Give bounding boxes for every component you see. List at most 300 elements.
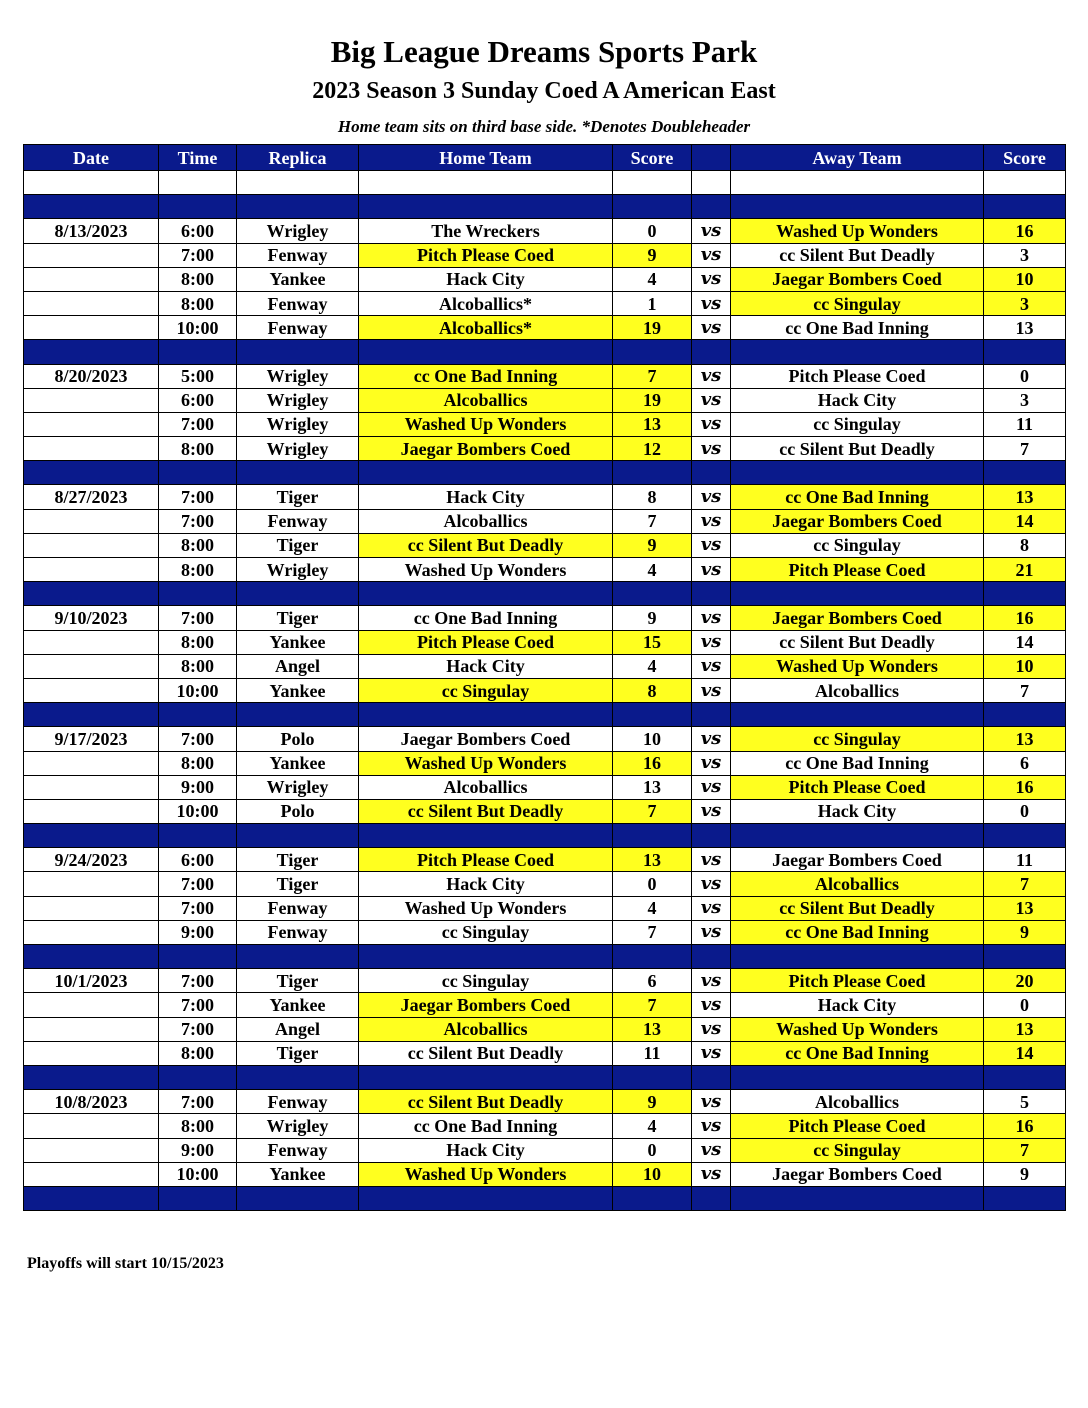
home-score: 19 — [613, 316, 692, 340]
game-replica-field: Tiger — [237, 848, 359, 872]
home-team: Washed Up Wonders — [359, 558, 613, 582]
home-team: Alcoballics — [359, 1017, 613, 1041]
game-row — [24, 316, 1066, 340]
game-row — [24, 751, 1066, 775]
away-score: 0 — [984, 364, 1066, 388]
game-replica-field: Yankee — [237, 1162, 359, 1186]
away-score: 9 — [984, 1162, 1066, 1186]
home-score: 11 — [613, 1041, 692, 1065]
game-replica-field: Fenway — [237, 316, 359, 340]
game-date: 8/20/2023 — [24, 364, 159, 388]
game-date — [24, 509, 159, 533]
game-row — [24, 291, 1066, 315]
vs-label: vs — [692, 678, 731, 702]
home-team: Alcoballics — [359, 509, 613, 533]
away-team: Washed Up Wonders — [731, 219, 984, 243]
game-row — [24, 1041, 1066, 1065]
game-date — [24, 775, 159, 799]
home-score: 13 — [613, 412, 692, 436]
home-score: 12 — [613, 437, 692, 461]
game-time: 10:00 — [159, 799, 237, 823]
away-team: Alcoballics — [731, 1090, 984, 1114]
home-team: Pitch Please Coed — [359, 630, 613, 654]
vs-label: vs — [692, 727, 731, 751]
game-replica-field: Wrigley — [237, 412, 359, 436]
week-separator-row — [24, 703, 1066, 727]
vs-label: vs — [692, 630, 731, 654]
home-score: 0 — [613, 219, 692, 243]
away-team: Jaegar Bombers Coed — [731, 267, 984, 291]
game-replica-field: Tiger — [237, 872, 359, 896]
game-date — [24, 243, 159, 267]
home-team: Washed Up Wonders — [359, 896, 613, 920]
away-team: cc One Bad Inning — [731, 920, 984, 944]
game-replica-field: Yankee — [237, 630, 359, 654]
home-score: 0 — [613, 1138, 692, 1162]
game-row — [24, 872, 1066, 896]
home-team: cc One Bad Inning — [359, 364, 613, 388]
home-team: Hack City — [359, 654, 613, 678]
home-team: Hack City — [359, 267, 613, 291]
game-replica-field: Yankee — [237, 751, 359, 775]
home-score: 15 — [613, 630, 692, 654]
game-replica-field: Wrigley — [237, 775, 359, 799]
away-score: 16 — [984, 1114, 1066, 1138]
game-row — [24, 606, 1066, 630]
home-score: 13 — [613, 848, 692, 872]
vs-label: vs — [692, 243, 731, 267]
away-score: 13 — [984, 316, 1066, 340]
away-score: 13 — [984, 1017, 1066, 1041]
vs-label: vs — [692, 896, 731, 920]
home-score: 13 — [613, 1017, 692, 1041]
away-score: 7 — [984, 678, 1066, 702]
away-score: 14 — [984, 509, 1066, 533]
away-team: Pitch Please Coed — [731, 775, 984, 799]
game-row — [24, 896, 1066, 920]
away-team: Washed Up Wonders — [731, 654, 984, 678]
vs-label: vs — [692, 437, 731, 461]
game-date — [24, 316, 159, 340]
game-time: 7:00 — [159, 896, 237, 920]
col-replica-header: Replica — [237, 145, 359, 171]
game-replica-field: Fenway — [237, 920, 359, 944]
page-subtitle: 2023 Season 3 Sunday Coed A American East — [312, 78, 776, 104]
game-time: 8:00 — [159, 1114, 237, 1138]
game-time: 6:00 — [159, 388, 237, 412]
home-score: 4 — [613, 558, 692, 582]
game-time: 7:00 — [159, 1017, 237, 1041]
game-time: 7:00 — [159, 969, 237, 993]
game-time: 7:00 — [159, 412, 237, 436]
game-replica-field: Wrigley — [237, 437, 359, 461]
game-replica-field: Fenway — [237, 896, 359, 920]
home-team: Hack City — [359, 485, 613, 509]
week-separator-row — [24, 582, 1066, 606]
vs-label: vs — [692, 654, 731, 678]
col-away-score-header: Score — [984, 145, 1066, 171]
game-date — [24, 993, 159, 1017]
game-replica-field: Wrigley — [237, 219, 359, 243]
home-score: 10 — [613, 1162, 692, 1186]
header-row — [24, 145, 1066, 171]
away-team: cc One Bad Inning — [731, 485, 984, 509]
game-time: 8:00 — [159, 533, 237, 557]
game-date — [24, 1114, 159, 1138]
game-replica-field: Tiger — [237, 969, 359, 993]
away-score: 3 — [984, 291, 1066, 315]
game-row — [24, 678, 1066, 702]
game-time: 8:00 — [159, 751, 237, 775]
game-time: 7:00 — [159, 243, 237, 267]
vs-label: vs — [692, 799, 731, 823]
vs-label: vs — [692, 1138, 731, 1162]
week-separator-row — [24, 340, 1066, 364]
away-score: 14 — [984, 1041, 1066, 1065]
home-score: 7 — [613, 920, 692, 944]
game-date — [24, 630, 159, 654]
game-time: 8:00 — [159, 654, 237, 678]
game-time: 8:00 — [159, 630, 237, 654]
game-date — [24, 291, 159, 315]
game-date — [24, 388, 159, 412]
game-row — [24, 1138, 1066, 1162]
vs-label: vs — [692, 364, 731, 388]
game-time: 9:00 — [159, 1138, 237, 1162]
home-score: 16 — [613, 751, 692, 775]
game-date — [24, 412, 159, 436]
page-title: Big League Dreams Sports Park — [330, 34, 758, 69]
away-team: cc Silent But Deadly — [731, 630, 984, 654]
game-time: 7:00 — [159, 872, 237, 896]
home-team: Hack City — [359, 1138, 613, 1162]
game-row — [24, 243, 1066, 267]
vs-label: vs — [692, 993, 731, 1017]
away-team: cc Silent But Deadly — [731, 243, 984, 267]
home-team: Pitch Please Coed — [359, 848, 613, 872]
game-replica-field: Tiger — [237, 485, 359, 509]
vs-label: vs — [692, 1162, 731, 1186]
blank-row — [24, 171, 1066, 195]
away-team: Alcoballics — [731, 872, 984, 896]
game-row — [24, 654, 1066, 678]
game-row — [24, 1090, 1066, 1114]
away-score: 7 — [984, 437, 1066, 461]
game-time: 8:00 — [159, 267, 237, 291]
game-time: 7:00 — [159, 993, 237, 1017]
home-score: 9 — [613, 606, 692, 630]
away-score: 11 — [984, 412, 1066, 436]
home-team: Alcoballics — [359, 388, 613, 412]
away-team: cc Singulay — [731, 727, 984, 751]
away-score: 13 — [984, 896, 1066, 920]
away-score: 13 — [984, 485, 1066, 509]
away-team: cc One Bad Inning — [731, 1041, 984, 1065]
game-row — [24, 558, 1066, 582]
home-team: Washed Up Wonders — [359, 412, 613, 436]
home-team: cc One Bad Inning — [359, 1114, 613, 1138]
vs-label: vs — [692, 558, 731, 582]
vs-label: vs — [692, 751, 731, 775]
game-date: 10/1/2023 — [24, 969, 159, 993]
home-score: 7 — [613, 509, 692, 533]
game-row — [24, 364, 1066, 388]
away-team: Hack City — [731, 993, 984, 1017]
vs-label: vs — [692, 1041, 731, 1065]
game-replica-field: Fenway — [237, 1138, 359, 1162]
vs-label: vs — [692, 872, 731, 896]
game-time: 6:00 — [159, 848, 237, 872]
vs-label: vs — [692, 219, 731, 243]
game-date: 8/13/2023 — [24, 219, 159, 243]
away-team: cc Singulay — [731, 533, 984, 557]
game-date — [24, 678, 159, 702]
home-team: Alcoballics* — [359, 316, 613, 340]
game-replica-field: Yankee — [237, 678, 359, 702]
footer-note: Playoffs will start 10/15/2023 — [27, 1255, 224, 1272]
game-time: 10:00 — [159, 1162, 237, 1186]
home-team: cc Silent But Deadly — [359, 799, 613, 823]
game-replica-field: Wrigley — [237, 1114, 359, 1138]
home-team: Washed Up Wonders — [359, 751, 613, 775]
away-score: 7 — [984, 1138, 1066, 1162]
away-score: 14 — [984, 630, 1066, 654]
home-score: 8 — [613, 485, 692, 509]
game-time: 5:00 — [159, 364, 237, 388]
vs-label: vs — [692, 388, 731, 412]
home-score: 7 — [613, 993, 692, 1017]
home-score: 7 — [613, 799, 692, 823]
away-score: 16 — [984, 219, 1066, 243]
home-score: 0 — [613, 872, 692, 896]
away-score: 5 — [984, 1090, 1066, 1114]
game-replica-field: Fenway — [237, 1090, 359, 1114]
home-team: Jaegar Bombers Coed — [359, 437, 613, 461]
home-team: Jaegar Bombers Coed — [359, 993, 613, 1017]
schedule-table — [23, 144, 1066, 1211]
game-date — [24, 751, 159, 775]
home-score: 8 — [613, 678, 692, 702]
home-team: Alcoballics* — [359, 291, 613, 315]
away-team: Pitch Please Coed — [731, 364, 984, 388]
home-score: 1 — [613, 291, 692, 315]
game-row — [24, 533, 1066, 557]
game-time: 8:00 — [159, 1041, 237, 1065]
away-score: 13 — [984, 727, 1066, 751]
game-date — [24, 1041, 159, 1065]
vs-label: vs — [692, 606, 731, 630]
vs-label: vs — [692, 969, 731, 993]
game-row — [24, 727, 1066, 751]
game-row — [24, 630, 1066, 654]
game-replica-field: Polo — [237, 727, 359, 751]
home-score: 7 — [613, 364, 692, 388]
game-time: 7:00 — [159, 509, 237, 533]
home-score: 6 — [613, 969, 692, 993]
week-separator-row — [24, 945, 1066, 969]
vs-label: vs — [692, 412, 731, 436]
away-team: cc Singulay — [731, 412, 984, 436]
away-team: Pitch Please Coed — [731, 1114, 984, 1138]
game-replica-field: Angel — [237, 654, 359, 678]
away-team: Pitch Please Coed — [731, 969, 984, 993]
away-score: 0 — [984, 993, 1066, 1017]
game-replica-field: Wrigley — [237, 388, 359, 412]
game-row — [24, 509, 1066, 533]
game-date — [24, 1162, 159, 1186]
game-row — [24, 267, 1066, 291]
game-replica-field: Tiger — [237, 533, 359, 557]
game-row — [24, 412, 1066, 436]
home-team: cc Singulay — [359, 969, 613, 993]
home-team: cc Silent But Deadly — [359, 1090, 613, 1114]
home-team: cc Singulay — [359, 678, 613, 702]
game-time: 7:00 — [159, 1090, 237, 1114]
home-score: 19 — [613, 388, 692, 412]
game-row — [24, 848, 1066, 872]
col-home-team-header: Home Team — [359, 145, 613, 171]
game-time: 10:00 — [159, 316, 237, 340]
home-score: 9 — [613, 1090, 692, 1114]
game-date: 9/10/2023 — [24, 606, 159, 630]
home-score: 9 — [613, 243, 692, 267]
vs-label: vs — [692, 920, 731, 944]
game-replica-field: Fenway — [237, 291, 359, 315]
game-replica-field: Wrigley — [237, 364, 359, 388]
home-score: 13 — [613, 775, 692, 799]
game-time: 7:00 — [159, 485, 237, 509]
game-time: 10:00 — [159, 678, 237, 702]
week-separator-row — [24, 824, 1066, 848]
game-date: 8/27/2023 — [24, 485, 159, 509]
game-replica-field: Polo — [237, 799, 359, 823]
game-time: 8:00 — [159, 291, 237, 315]
away-team: cc Silent But Deadly — [731, 437, 984, 461]
away-score: 20 — [984, 969, 1066, 993]
game-replica-field: Fenway — [237, 509, 359, 533]
away-score: 10 — [984, 654, 1066, 678]
vs-label: vs — [692, 291, 731, 315]
away-score: 6 — [984, 751, 1066, 775]
game-row — [24, 993, 1066, 1017]
game-row — [24, 1017, 1066, 1041]
game-date — [24, 872, 159, 896]
game-date: 9/24/2023 — [24, 848, 159, 872]
game-date — [24, 267, 159, 291]
home-score: 10 — [613, 727, 692, 751]
away-team: cc Silent But Deadly — [731, 896, 984, 920]
away-score: 16 — [984, 775, 1066, 799]
vs-label: vs — [692, 509, 731, 533]
home-score: 4 — [613, 1114, 692, 1138]
col-date-header: Date — [24, 145, 159, 171]
vs-label: vs — [692, 1114, 731, 1138]
schedule-body — [24, 171, 1066, 1211]
game-date: 10/8/2023 — [24, 1090, 159, 1114]
game-row — [24, 920, 1066, 944]
away-team: Jaegar Bombers Coed — [731, 509, 984, 533]
away-score: 7 — [984, 872, 1066, 896]
game-time: 8:00 — [159, 558, 237, 582]
game-time: 9:00 — [159, 920, 237, 944]
away-score: 3 — [984, 388, 1066, 412]
game-row — [24, 388, 1066, 412]
away-score: 9 — [984, 920, 1066, 944]
game-row — [24, 437, 1066, 461]
game-time: 7:00 — [159, 727, 237, 751]
game-row — [24, 775, 1066, 799]
game-row — [24, 799, 1066, 823]
away-team: Hack City — [731, 799, 984, 823]
game-row — [24, 485, 1066, 509]
vs-label: vs — [692, 316, 731, 340]
col-away-team-header: Away Team — [731, 145, 984, 171]
week-separator-row — [24, 1186, 1066, 1210]
away-score: 16 — [984, 606, 1066, 630]
home-team: cc Silent But Deadly — [359, 533, 613, 557]
home-team: Jaegar Bombers Coed — [359, 727, 613, 751]
game-date — [24, 558, 159, 582]
game-replica-field: Wrigley — [237, 558, 359, 582]
away-team: Alcoballics — [731, 678, 984, 702]
game-replica-field: Fenway — [237, 243, 359, 267]
game-time: 9:00 — [159, 775, 237, 799]
vs-label: vs — [692, 848, 731, 872]
game-row — [24, 969, 1066, 993]
vs-label: vs — [692, 775, 731, 799]
home-team: Pitch Please Coed — [359, 243, 613, 267]
away-score: 3 — [984, 243, 1066, 267]
game-row — [24, 1114, 1066, 1138]
game-replica-field: Yankee — [237, 993, 359, 1017]
game-replica-field: Tiger — [237, 606, 359, 630]
away-team: Hack City — [731, 388, 984, 412]
game-replica-field: Angel — [237, 1017, 359, 1041]
away-team: Jaegar Bombers Coed — [731, 848, 984, 872]
away-team: cc One Bad Inning — [731, 316, 984, 340]
home-team: Hack City — [359, 872, 613, 896]
home-score: 4 — [613, 896, 692, 920]
home-team: Washed Up Wonders — [359, 1162, 613, 1186]
game-date — [24, 533, 159, 557]
away-team: cc Singulay — [731, 291, 984, 315]
game-row — [24, 219, 1066, 243]
col-home-score-header: Score — [613, 145, 692, 171]
vs-label: vs — [692, 485, 731, 509]
away-team: Pitch Please Coed — [731, 558, 984, 582]
game-row — [24, 1162, 1066, 1186]
home-score: 4 — [613, 654, 692, 678]
game-date — [24, 799, 159, 823]
vs-label: vs — [692, 267, 731, 291]
col-vs-header — [692, 145, 731, 171]
game-replica-field: Yankee — [237, 267, 359, 291]
game-date — [24, 437, 159, 461]
game-time: 8:00 — [159, 437, 237, 461]
away-team: cc One Bad Inning — [731, 751, 984, 775]
away-team: Jaegar Bombers Coed — [731, 606, 984, 630]
home-team: cc One Bad Inning — [359, 606, 613, 630]
home-score: 4 — [613, 267, 692, 291]
game-date — [24, 654, 159, 678]
game-replica-field: Tiger — [237, 1041, 359, 1065]
home-team: Alcoballics — [359, 775, 613, 799]
home-team: cc Silent But Deadly — [359, 1041, 613, 1065]
away-score: 8 — [984, 533, 1066, 557]
home-team: cc Singulay — [359, 920, 613, 944]
vs-label: vs — [692, 1090, 731, 1114]
week-separator-row — [24, 1065, 1066, 1089]
